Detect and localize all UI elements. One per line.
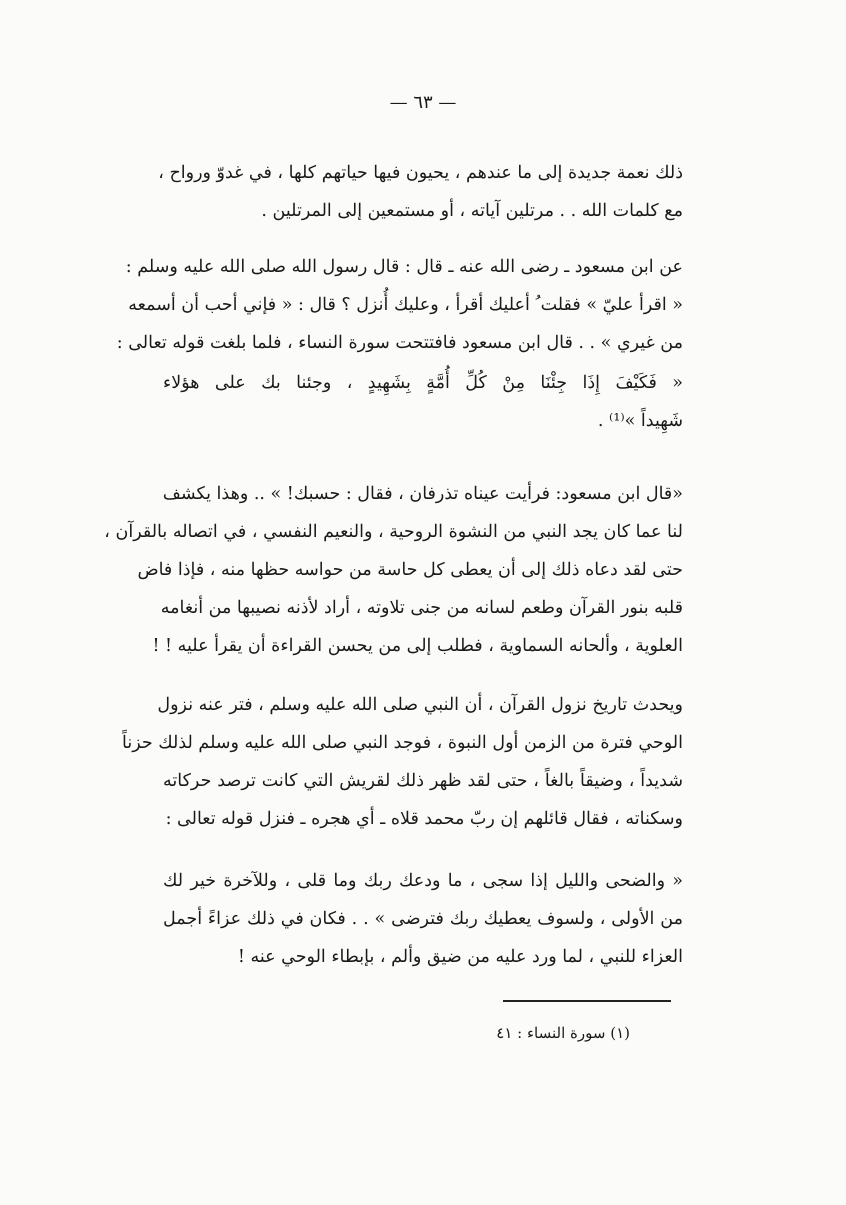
text-line: ويحدث تاريخ نزول القرآن ، أن النبي صلى الله عليه وسلم ، فتر عنه نزول	[157, 695, 683, 715]
paragraph-quran-quote-1	[163, 364, 683, 440]
footnote: (١) سورة النساء : ٤١	[496, 1024, 630, 1042]
text-line: ذلك نعمة جديدة إلى ما عندهم ، يحيون فيها حياتهم كلها ، في غدوّ ورواح ،	[158, 163, 683, 183]
paragraph-1	[158, 154, 683, 230]
text-line: الوحي فترة من الزمن أول النبوة ، فوجد النبي صلى الله عليه وسلم لذلك حزناً	[122, 733, 683, 753]
paragraph-4	[104, 475, 683, 665]
paragraph-quran-quote-2	[163, 862, 683, 976]
text-line: شديداً ، وضيقاً بالغاً ، حتى لقد ظهر ذلك لقريش التي كانت ترصد حركاته	[163, 771, 683, 791]
text-line: « اقرأ عليّ » فقلت ُ أعليك أقرأ ، وعليك أُنزل ؟ قال : « فإني أحب أن أسمعه	[128, 295, 683, 315]
text-line: حتى لقد دعاه ذلك إلى أن يعطى كل حاسة من حواسه حظها منه ، فإذا فاض	[137, 560, 683, 580]
text-line: « والضحى والليل إذا سجى ، ما ودعك ربك وما قلى ، وللآخرة خير لك	[163, 871, 683, 891]
text-line: « فَكَيْفَ إِذَا جِئْنَا مِنْ كُلِّ أُمَّةٍ بِشَهِيدٍ ، وجئنا بك على هؤلاء	[163, 373, 683, 393]
text-line: العلوية ، وألحانه السماوية ، فطلب إلى من يحسن القراءة أن يقرأ عليه ! !	[152, 636, 683, 656]
paragraph-5	[122, 686, 683, 838]
text-line: من غيري » . . قال ابن مسعود فافتتحت سورة النساء ، فلما بلغت قوله تعالى :	[116, 333, 683, 353]
text-line: «قال ابن مسعود: فرأيت عيناه تذرفان ، فقال : حسبك! » .. وهذا يكشف	[162, 484, 683, 504]
text-line: وسكناته ، فقال قائلهم إن ربّ محمد قلاه ـ أي هجره ـ فنزل قوله تعالى :	[165, 809, 683, 829]
text-line: من الأولى ، ولسوف يعطيك ربك فترضى » . . فكان في ذلك عزاءً أجمل	[163, 909, 683, 929]
text-line: لنا عما كان يجد النبي من النشوة الروحية ، والنعيم النفسي ، في اتصاله بالقرآن ،	[104, 522, 683, 542]
text-line: العزاء للنبي ، لما ورد عليه من ضيق وألم ، بإبطاء الوحي عنه !	[237, 947, 683, 967]
page-number: — ٦٣ —	[389, 92, 457, 113]
text-line: مع كلمات الله . . مرتلين آياته ، أو مستمعين إلى المرتلين .	[261, 201, 683, 221]
text-line: عن ابن مسعود ـ رضى الله عنه ـ قال : قال رسول الله صلى الله عليه وسلم :	[125, 257, 683, 277]
text-line: شَهِيداً »⁽¹⁾ .	[597, 411, 683, 431]
footnote-divider	[503, 1000, 671, 1002]
text-line: قلبه بنور القرآن وطعم لسانه من جنى تلاوته ، أراد لأذنه نصيبها من أنغامه	[160, 598, 683, 618]
paragraph-2	[116, 248, 683, 362]
